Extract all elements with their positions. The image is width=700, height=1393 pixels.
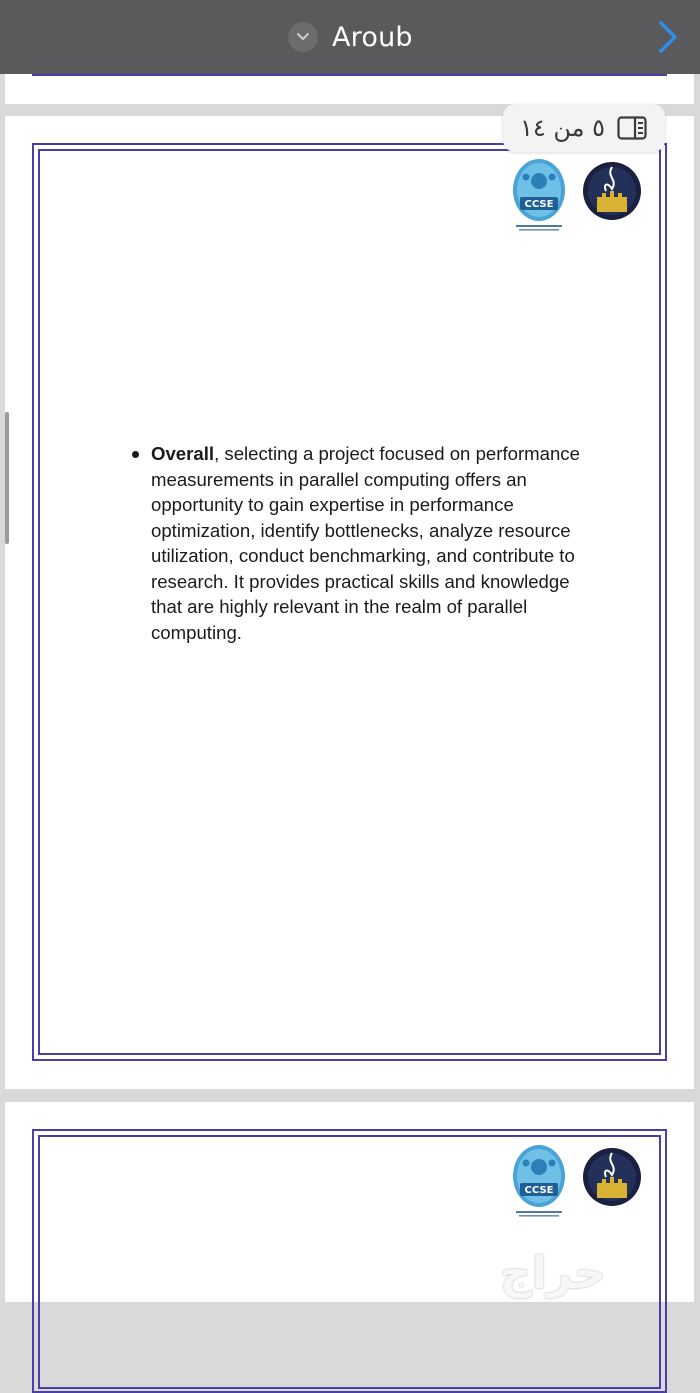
- university-seal-icon: [582, 159, 642, 225]
- bullet-paragraph: [151, 441, 602, 645]
- bullet-point: [132, 451, 139, 458]
- svg-text:CCSE: CCSE: [524, 199, 554, 210]
- page-indicator[interactable]: [503, 104, 665, 152]
- document-page-current: [5, 116, 694, 1089]
- ccse-logo-icon: [510, 1143, 568, 1221]
- paragraph-body: , selecting a project focused on performance measurements in parallel computing offers an opportunity to gain expertise in performance optimization, identify bottlenecks, analyze resource utilization, conduct benchmarking, and contribute to research. It provides practical skills and knowledge that are highly relevant in the realm of parallel computing.: [151, 443, 580, 643]
- bold-lead: Overall: [151, 443, 215, 464]
- university-seal-icon: [582, 1145, 642, 1211]
- chevron-right-icon[interactable]: [656, 20, 680, 54]
- scrollbar-handle[interactable]: [5, 412, 9, 544]
- top-bar: [0, 0, 700, 74]
- ccse-logo-icon: [510, 157, 568, 235]
- chevron-down-icon[interactable]: [288, 22, 318, 52]
- page-number-label: ٥ من ١٤: [519, 114, 605, 142]
- document-title: Aroub: [332, 21, 413, 53]
- watermark: حراج: [500, 1248, 606, 1299]
- svg-text:CCSE: CCSE: [524, 1185, 554, 1196]
- sidebar-icon[interactable]: [617, 116, 647, 140]
- page-body-text: [132, 441, 602, 645]
- document-title-dropdown[interactable]: [288, 20, 413, 54]
